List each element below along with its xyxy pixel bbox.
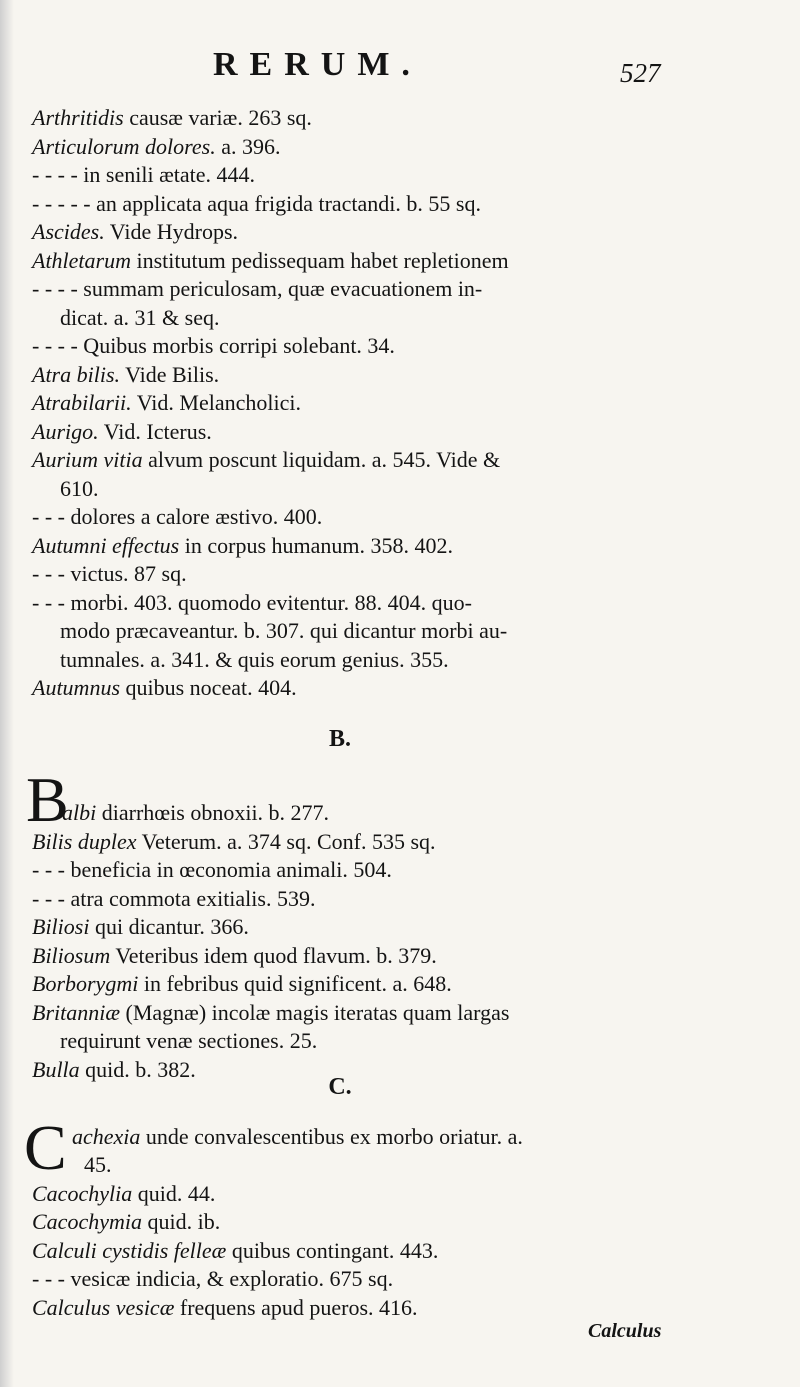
page-number: 527 — [620, 58, 661, 88]
entry-headword: Borborygmi — [32, 971, 139, 996]
entry-text: - - - - Quibus morbis corripi solebant. 34. — [32, 333, 395, 358]
entry-text: - - - dolores a calore æstivo. 400. — [32, 504, 323, 529]
entry-text: Vid. Icterus. — [98, 419, 212, 444]
entry-headword: Autumnus — [32, 675, 120, 700]
catchword: Calculus — [588, 1320, 662, 1342]
index-entry — [32, 388, 672, 417]
entry-headword: Cacochymia — [32, 1209, 142, 1234]
entry-text: - - - vesicæ indicia, & exploratio. 675 sq. — [32, 1266, 394, 1291]
dropcap-b: B — [26, 764, 69, 835]
entry-text: - - - morbi. 403. quomodo evitentur. 88. 404. quo- — [32, 590, 472, 615]
entry-headword: albi — [62, 800, 97, 825]
index-entry — [62, 798, 702, 827]
index-entry — [32, 1207, 672, 1236]
index-entry — [32, 969, 672, 998]
entry-text: frequens apud pueros. 416. — [174, 1295, 418, 1320]
entry-text: Vid. Melancholici. — [131, 390, 301, 415]
entry-headword: Aurigo. — [32, 419, 99, 444]
entry-text: Veterum. a. 374 sq. Conf. 535 sq. — [136, 829, 436, 854]
index-entry — [32, 912, 672, 941]
entry-headword: Bulla — [32, 1057, 80, 1082]
entry-text: institutum pedissequam habet repletionem — [131, 248, 509, 273]
index-entry — [32, 246, 672, 275]
section-letter-b: B. — [328, 726, 351, 752]
entry-text: unde convalescentibus ex morbo oriatur. a. — [140, 1124, 523, 1149]
entry-headword: Cacochylia — [32, 1181, 133, 1206]
entry-text: Vide Bilis. — [120, 362, 220, 387]
index-entry — [32, 445, 672, 474]
entry-text: causæ variæ. 263 sq. — [123, 105, 312, 130]
index-entry — [32, 531, 672, 560]
index-entry — [32, 160, 672, 189]
index-entry — [32, 827, 672, 856]
index-entry — [32, 855, 672, 884]
entry-headword: Autumni effectus — [32, 533, 180, 558]
entry-headword: Biliosum — [32, 943, 111, 968]
entry-text: in febribus quid significent. a. 648. — [138, 971, 452, 996]
entry-headword: Articulorum dolores. — [32, 134, 216, 159]
entry-text: in corpus humanum. 358. 402. — [179, 533, 454, 558]
dropcap-c: C — [24, 1112, 67, 1183]
entry-text: diarrhœis obnoxii. b. 277. — [96, 800, 330, 825]
entry-headword: Aurium vitia — [32, 447, 143, 472]
entry-text: - - - victus. 87 sq. — [32, 561, 187, 586]
entry-headword: achexia — [72, 1124, 141, 1149]
index-entry — [32, 673, 672, 702]
entry-text: Veteribus idem quod flavum. b. 379. — [110, 943, 437, 968]
index-entry-continuation: 610. — [60, 476, 99, 501]
entry-text: quid. ib. — [141, 1209, 221, 1234]
index-entry — [32, 502, 672, 531]
index-entry — [32, 559, 672, 588]
index-entry — [72, 1122, 672, 1151]
index-entry — [32, 103, 672, 132]
index-entry — [32, 189, 672, 218]
section-letter-c: C. — [328, 1074, 352, 1100]
index-entry-continuation: 45. — [84, 1152, 112, 1177]
entry-text: quid. 44. — [132, 1181, 216, 1206]
entry-text: quibus contingant. 443. — [226, 1238, 439, 1263]
entry-text: qui dicantur. 366. — [89, 914, 249, 939]
entry-text: - - - atra commota exitialis. 539. — [32, 886, 316, 911]
index-entry — [32, 331, 672, 360]
index-entry — [32, 217, 672, 246]
index-entry — [32, 132, 672, 161]
entry-headword: Ascides. — [32, 219, 105, 244]
entry-text: - - - - in senili ætate. 444. — [32, 162, 256, 187]
index-entry — [32, 360, 672, 389]
index-entry — [32, 1264, 672, 1293]
entry-headword: Arthritidis — [32, 105, 124, 130]
entry-text: (Magnæ) incolæ magis iteratas quam largas — [120, 1000, 510, 1025]
index-entry — [32, 588, 672, 617]
entry-text: - - - beneficia in œconomia animali. 504. — [32, 857, 392, 882]
entry-headword: Calculi cystidis felleæ — [32, 1238, 227, 1263]
index-entry — [32, 1179, 672, 1208]
entry-headword: Biliosi — [32, 914, 90, 939]
entry-text: - - - - - an applicata aqua frigida tractandi. b. 55 sq. — [32, 191, 481, 216]
page-edge-shadow — [0, 0, 14, 1387]
entry-text: - - - - summam periculosam, quæ evacuationem in- — [32, 276, 483, 301]
entry-headword: Bilis duplex — [32, 829, 137, 854]
index-entry — [32, 1293, 672, 1322]
index-entry-continuation: modo præcaveantur. b. 307. qui dicantur morbi au- — [60, 618, 508, 643]
entry-text: a. 396. — [215, 134, 281, 159]
index-entry — [32, 998, 672, 1027]
index-entry — [32, 941, 672, 970]
index-entry — [32, 274, 672, 303]
entry-headword: Calculus vesicæ — [32, 1295, 175, 1320]
entry-headword: Athletarum — [32, 248, 131, 273]
index-entry-continuation: requirunt venæ sectiones. 25. — [60, 1028, 318, 1053]
entry-text: Vide Hydrops. — [104, 219, 239, 244]
index-entry-continuation: tumnales. a. 341. & quis eorum genius. 355. — [60, 647, 449, 672]
entry-headword: Atrabilarii. — [32, 390, 132, 415]
index-entry — [32, 884, 672, 913]
entry-headword: Atra bilis. — [32, 362, 121, 387]
entry-text: alvum poscunt liquidam. a. 545. Vide & — [142, 447, 501, 472]
index-entry — [32, 1236, 672, 1265]
index-entry — [32, 417, 672, 446]
entry-text: quibus noceat. 404. — [120, 675, 297, 700]
entry-text: quid. b. 382. — [79, 1057, 196, 1082]
running-head: RERUM. — [213, 46, 422, 83]
index-entry-continuation: dicat. a. 31 & seq. — [60, 305, 220, 330]
entry-headword: Britanniæ — [32, 1000, 121, 1025]
